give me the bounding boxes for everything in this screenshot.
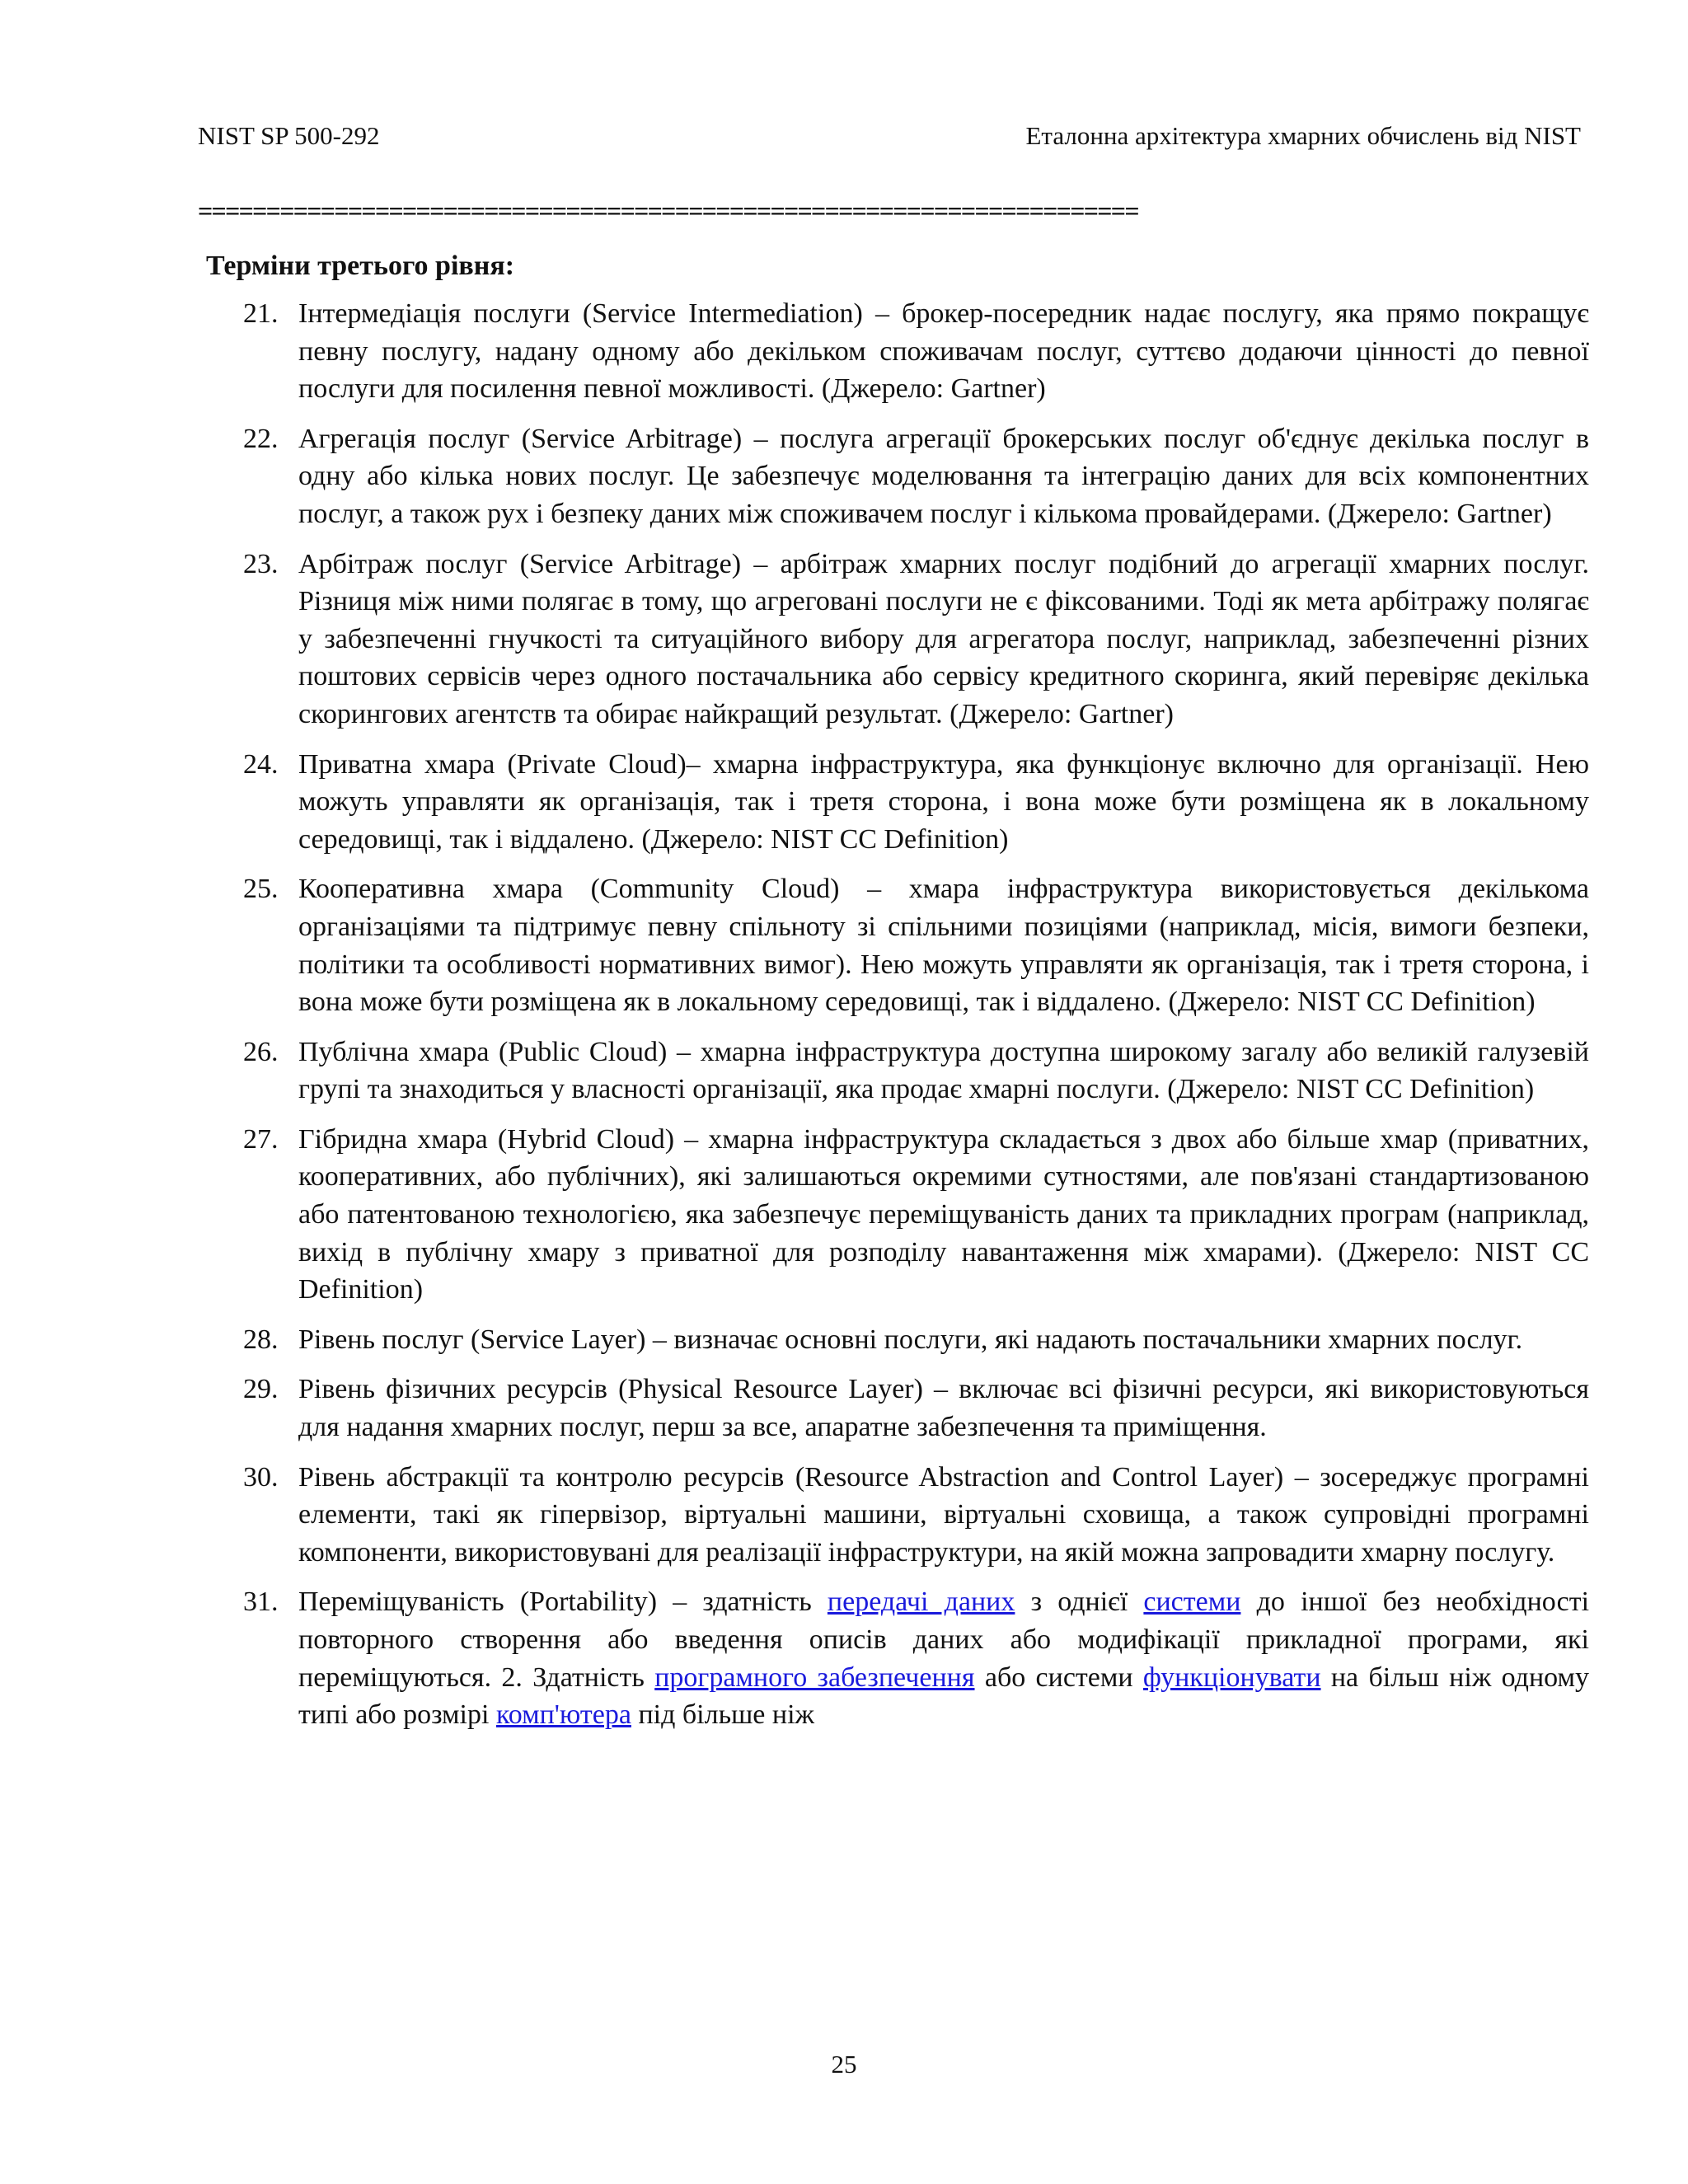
link-function[interactable]: функціонувати: [1142, 1661, 1321, 1693]
link-computer[interactable]: комп'ютера: [495, 1699, 631, 1731]
section-title: Терміни третього рівня:: [206, 251, 515, 281]
term-text-part: на більш ніж одному типі або розмірі: [298, 1661, 1590, 1731]
term-text-part: Переміщуваність (Portability) – здатність: [298, 1586, 828, 1618]
term-text: Приватна хмара (Private Cloud)– хмарна інфраструктура, яка функціонує включно для організації. Нею можуть управляти як організація, так і третя сторона, і вона може бути розміщена як в локальному середовищі, так і віддалено. (Джерело: NIST CC Definition): [298, 748, 1589, 855]
term-26: [198, 1033, 1589, 1108]
page-number: 25: [831, 2050, 857, 2079]
term-text: Гібридна хмара (Hybrid Cloud) – хмарна інфраструктура складається з двох або більше хмар (приватних, кооперативних, або публічних), які залишаються окремими сутностями, але пов'язані стандартизованою або патентованою технологією, яка забезпечує переміщуваність даних та прикладних програм (наприклад, вихід в публічну хмару з приватної для розподілу навантаження між хмарами). (Джерело: NIST CC Definition): [298, 1123, 1589, 1305]
term-text: Агрегація послуг (Service Arbitrage) – послуга агрегації брокерських послуг об'єднує декілька послуг в одну або кілька нових послуг. Це забезпечує моделювання та інтеграцію даних для всіх компонентних послуг, а також рух і безпеку даних між споживачем послуг і кількома провайдерами. (Джерело: Gartner): [298, 423, 1589, 529]
term-text-part: до іншої без необхідності повторного створення або введення описів даних або модифікації прикладної програми, які переміщуються. 2. Здатність: [298, 1586, 1590, 1693]
term-text-part: під більше ніж: [631, 1699, 814, 1731]
term-number: 25.: [243, 874, 279, 905]
term-22: [198, 420, 1589, 533]
term-30: [198, 1459, 1589, 1572]
term-27: [198, 1121, 1589, 1309]
term-number: 29.: [243, 1374, 279, 1405]
term-text: Публічна хмара (Public Cloud) – хмарна інфраструктура доступна широкому загалу або великій галузевій групі та знаходиться у власності організації, яка продає хмарні послуги. (Джерело: NIST CC Definition): [298, 1036, 1589, 1105]
term-28: [198, 1321, 1589, 1359]
term-text: Рівень послуг (Service Layer) – визначає основні послуги, які надають постачальники хмарних послуг.: [298, 1324, 1523, 1355]
term-text: Рівень фізичних ресурсів (Physical Resource Layer) – включає всі фізичні ресурси, які використовуються для надання хмарних послуг, перш за все, апаратне забезпечення та приміщення.: [298, 1374, 1589, 1443]
term-text: Інтермедіація послуги (Service Intermediation) – брокер-посередник надає послугу, яка прямо покращує певну послугу, надану одному або декільком споживачам послуг, суттєво додаючи цінності до певної послуги для посилення певної можливості. (Джерело: Gartner): [298, 298, 1589, 405]
term-29: [198, 1371, 1589, 1446]
term-number: 23.: [243, 548, 279, 579]
link-data-transfer[interactable]: передачі даних: [827, 1586, 1015, 1618]
term-number: 28.: [243, 1324, 279, 1355]
term-24: [198, 746, 1589, 859]
running-header: [198, 118, 1589, 154]
link-system[interactable]: системи: [1143, 1586, 1241, 1618]
term-text-part: або системи: [974, 1661, 1143, 1693]
term-text: Рівень абстракції та контролю ресурсів (Resource Abstraction and Control Layer) – зосереджує програмні елементи, такі як гіпервізор, віртуальні машини, віртуальні сховища, а також супровідні програмні компоненти, використовувані для реалізації інфраструктури, на якій можна запровадити хмарну послугу.: [298, 1461, 1589, 1568]
term-number: 31.: [243, 1586, 279, 1618]
term-number: 22.: [243, 423, 279, 454]
terms-list: [198, 295, 1589, 1746]
term-text-part: з однієї: [1015, 1586, 1144, 1618]
term-number: 26.: [243, 1036, 279, 1067]
term-number: 30.: [243, 1461, 279, 1493]
term-number: 21.: [243, 298, 279, 329]
separator-line: =====================================================================: [198, 196, 1138, 226]
term-text: Кооперативна хмара (Community Cloud) – хмара інфраструктура використовується декількома організаціями та підтримує певну спільноту зі спільними позиціями (наприклад, місія, вимоги безпеки, політики та особливості нормативних вимог). Нею можуть управляти як організація, так і третя сторона, і вона може бути розміщена як в локальному середовищі, так і віддалено. (Джерело: NIST CC Definition): [298, 874, 1589, 1018]
link-software[interactable]: програмного забезпечення: [654, 1661, 975, 1693]
header-document-id: NIST SP 500-292: [198, 121, 380, 150]
term-31: [198, 1583, 1589, 1733]
term-number: 24.: [243, 748, 279, 780]
term-23: [198, 546, 1589, 733]
term-25: [198, 870, 1589, 1020]
term-number: 27.: [243, 1123, 279, 1155]
term-text: Арбітраж послуг (Service Arbitrage) – арбітраж хмарних послуг подібний до агрегації хмарних послуг. Різниця між ними полягає в тому, що агреговані послуги не є фіксованими. Тоді як мета арбітражу полягає у забезпеченні гнучкості та ситуаційного вибору для агрегатора послуг, наприклад, забезпеченні різних поштових сервісів через одного постачальника або сервісу кредитного скоринга, який перевіряє декілька скорингових агентств та обирає найкращий результат. (Джерело: Gartner): [298, 548, 1589, 729]
term-21: [198, 295, 1589, 408]
header-document-title: Еталонна архітектура хмарних обчислень від NIST: [1025, 121, 1581, 150]
